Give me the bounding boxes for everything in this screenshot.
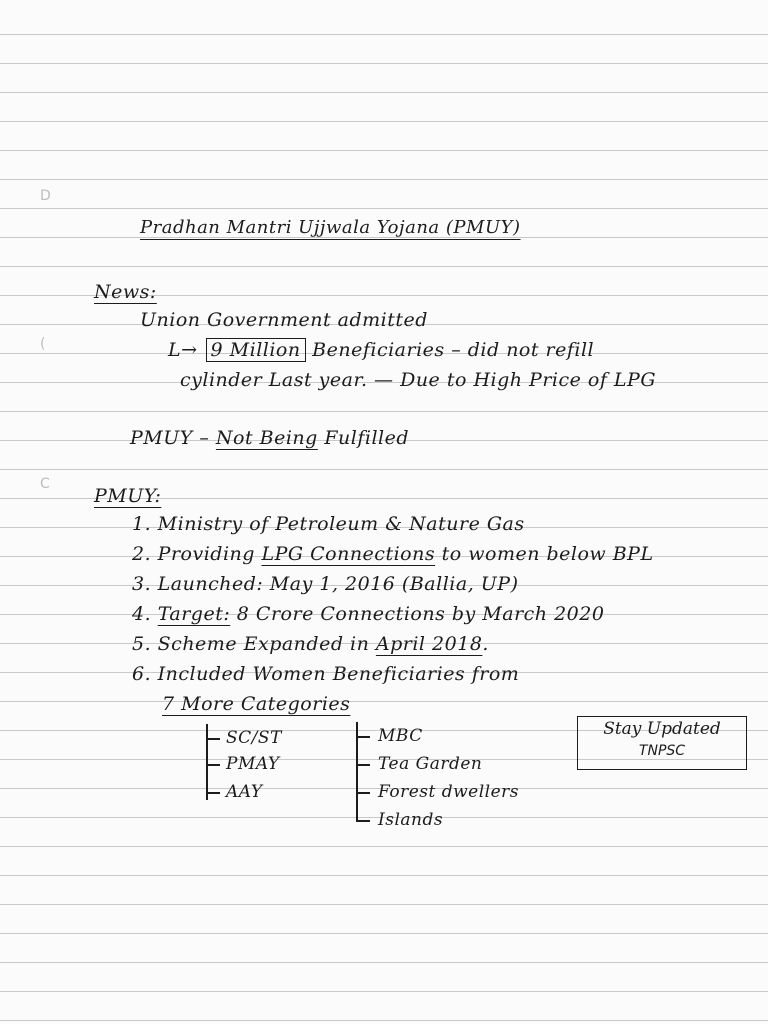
tree-branch [356, 820, 370, 822]
list-item-text: 5. Scheme Expanded in [132, 633, 370, 655]
category-item: SC/ST [226, 728, 282, 748]
note-title: Pradhan Mantri Ujjwala Yojana (PMUY) [140, 217, 521, 238]
category-item: Tea Garden [378, 754, 483, 774]
arrow-icon: L→ [168, 339, 198, 361]
list-item-text: . [482, 633, 489, 655]
tree-branch [206, 792, 220, 794]
category-item: PMAY [226, 754, 280, 774]
stay-updated-stamp [577, 716, 747, 770]
margin-mark: ( [40, 336, 46, 352]
target-label: Target: [157, 603, 231, 625]
margin-mark: D [40, 188, 51, 204]
news-line-2 [168, 338, 594, 362]
category-item: AAY [226, 782, 263, 802]
list-item: 6. Included Women Beneficiaries from [132, 663, 520, 685]
category-item: Forest dwellers [378, 782, 520, 802]
news-line-2-text: Beneficiaries – did not refill [312, 339, 595, 361]
pmuy-heading: PMUY: [94, 485, 162, 507]
news-heading: News: [94, 281, 157, 303]
highlight-box: 9 Million [206, 338, 306, 362]
list-item [132, 632, 489, 656]
list-item: 1. Ministry of Petroleum & Nature Gas [132, 513, 525, 535]
list-item-number: 4. [132, 603, 152, 625]
tree-branch [356, 792, 370, 794]
lpg-connections-text: LPG Connections [261, 543, 436, 565]
status-line [130, 426, 409, 450]
category-item: MBC [378, 726, 423, 746]
list-item-text: to women below BPL [441, 543, 654, 565]
news-line-1: Union Government admitted [140, 309, 428, 331]
category-item: Islands [378, 810, 444, 830]
tree-branch [356, 764, 370, 766]
news-line-3: cylinder Last year. — Due to High Price of LPG [180, 369, 656, 391]
list-item-text: 2. Providing [132, 543, 255, 565]
stamp-line-1: Stay Updated [603, 719, 721, 739]
tree-branch [356, 736, 370, 738]
list-item-text: 8 Crore Connections by March 2020 [236, 603, 605, 625]
list-item [132, 602, 604, 626]
tree-trunk-left [206, 724, 208, 800]
status-prefix: PMUY – [130, 427, 210, 449]
list-item: 3. Launched: May 1, 2016 (Ballia, UP) [132, 573, 519, 595]
margin-mark: C [40, 476, 50, 492]
status-emphasis: Not Being [215, 427, 318, 449]
stamp-line-2: TNPSC [638, 743, 686, 759]
list-item: 7 More Categories [162, 693, 351, 715]
list-item [132, 542, 654, 566]
expansion-date: April 2018 [375, 633, 483, 655]
tree-branch [206, 738, 220, 740]
tree-branch [206, 764, 220, 766]
status-suffix: Fulfilled [324, 427, 410, 449]
